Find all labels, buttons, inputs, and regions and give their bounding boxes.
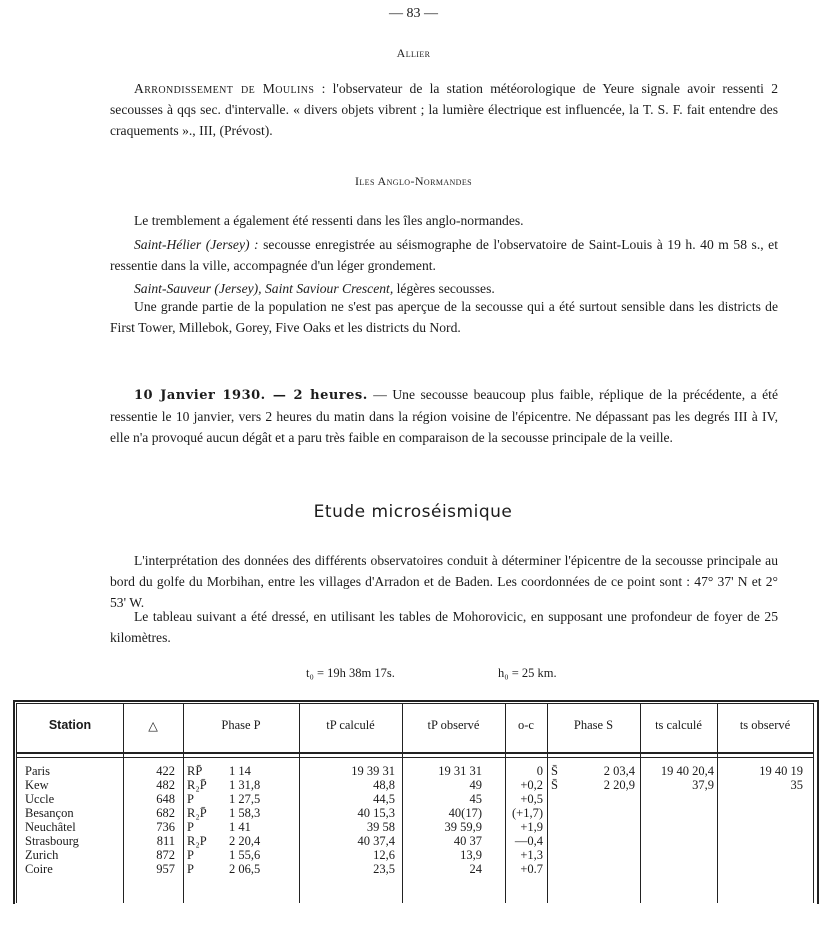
place-sauveur: Saint-Sauveur (Jersey), Saint Saviour Crescent, bbox=[134, 281, 394, 296]
event-date: 10 Janvier 1930. — 2 heures. bbox=[134, 388, 368, 403]
cell-s-phase: S̄ bbox=[551, 778, 558, 792]
section-title-microseismique: Etude microséismique bbox=[313, 502, 513, 522]
cell-station: Uccle bbox=[25, 792, 55, 806]
header-phase-p: Phase P bbox=[221, 718, 261, 732]
cell-phase: RP̄ bbox=[187, 764, 203, 778]
section-heading-iles: Iles Anglo-Normandes bbox=[355, 174, 472, 188]
header-tp-obs: tP observé bbox=[427, 718, 480, 732]
column-divider bbox=[547, 704, 548, 903]
column-divider bbox=[183, 704, 184, 903]
paragraph-iles-intro bbox=[110, 210, 778, 231]
cell-station: Kew bbox=[25, 778, 49, 792]
cell-station: Paris bbox=[25, 764, 50, 778]
paragraph-moulins bbox=[110, 78, 778, 141]
cell-delta: 422 bbox=[156, 764, 175, 778]
cell-phase: R₂P̄ bbox=[187, 778, 207, 792]
cell-oc: +0,2 bbox=[520, 778, 543, 792]
paragraph-population bbox=[110, 296, 778, 338]
header-tp-calc: tP calculé bbox=[326, 718, 375, 732]
cell-tp-calc: 40 15,3 bbox=[357, 806, 395, 820]
paragraph-tableau bbox=[110, 606, 778, 648]
cell-p-time: 2 06,5 bbox=[229, 862, 261, 876]
paragraph-text: : l'observateur de la station météorologique de Yeure signale avoir ressenti 2 secousses à qqs sec. d'intervalle. « divers objets vibrent ; la lumière électrique est influencée, la T. S. F. fait entendre des craquements »., III, (Prévost). bbox=[110, 81, 779, 138]
cell-oc: +0,5 bbox=[520, 792, 543, 806]
cell-phase: R₂P̄ bbox=[187, 806, 207, 820]
header-delta: △ bbox=[148, 719, 158, 733]
cell-ts-obs: 19 40 19 bbox=[759, 764, 803, 778]
cell-oc: —0,4 bbox=[514, 834, 543, 848]
helier-text: secousse enregistrée au séismographe de l'observatoire de Saint-Louis à 19 h. 40 m 58 s., et ressentie dans la ville, accompagnée d'un léger grondement. bbox=[110, 237, 778, 273]
header-ts-calc: ts calculé bbox=[655, 718, 702, 732]
cell-tp-obs: 24 bbox=[469, 862, 482, 876]
cell-tp-calc: 40 37,4 bbox=[357, 834, 395, 848]
cell-p-time: 1 27,5 bbox=[229, 792, 261, 806]
cell-phase: P bbox=[187, 820, 194, 834]
cell-tp-obs: 45 bbox=[469, 792, 482, 806]
header-ts-obs: ts observé bbox=[739, 718, 791, 732]
cell-tp-obs: 40 37 bbox=[453, 834, 482, 848]
cell-delta: 736 bbox=[156, 820, 175, 834]
cell-phase: P bbox=[187, 792, 194, 806]
cell-tp-calc: 39 58 bbox=[366, 820, 395, 834]
cell-phase: P bbox=[187, 862, 194, 876]
cell-p-time: 1 14 bbox=[229, 764, 251, 778]
cell-phase: R₂P bbox=[187, 834, 207, 848]
column-divider bbox=[717, 704, 718, 903]
header-rule-thin bbox=[17, 757, 813, 758]
cell-oc: 0 bbox=[536, 764, 543, 778]
cell-tp-calc: 12,6 bbox=[373, 848, 395, 862]
focal-depth: h₀ = 25 km. bbox=[498, 666, 557, 680]
event-text: — Une secousse beaucoup plus faible, réplique de la précédente, a été ressentie le 10 janvier, vers 2 heures du matin dans la région voisine de l'épicentre. Ne dépassant pas les degrés III à IV, elle n'a provoqué aucun dégât et a paru très faible en comparaison de la secousse principale de la veille. bbox=[110, 387, 778, 445]
section-heading-allier: Allier bbox=[396, 46, 431, 60]
cell-station: Coire bbox=[25, 862, 53, 876]
cell-tp-obs: 19 31 31 bbox=[438, 764, 482, 778]
table-inner bbox=[16, 703, 814, 903]
cell-p-time: 1 31,8 bbox=[229, 778, 261, 792]
cell-p-time: 1 55,6 bbox=[229, 848, 261, 862]
cell-delta: 811 bbox=[156, 834, 175, 848]
header-rule bbox=[17, 752, 813, 754]
tableau-text: Le tableau suivant a été dressé, en utilisant les tables de Mohorovicic, en supposant une profondeur de foyer de 25 kilomètres. bbox=[110, 609, 778, 645]
intro-text: Le tremblement a également été ressenti dans les îles anglo-normandes. bbox=[134, 213, 524, 228]
cell-p-time: 2 20,4 bbox=[229, 834, 261, 848]
cell-delta: 957 bbox=[156, 862, 175, 876]
paragraph-interpretation bbox=[110, 550, 778, 613]
cell-s-time: 2 03,4 bbox=[603, 764, 635, 778]
cell-delta: 648 bbox=[156, 792, 175, 806]
cell-delta: 682 bbox=[156, 806, 175, 820]
page-number: — 83 — bbox=[389, 6, 438, 21]
cell-delta: 482 bbox=[156, 778, 175, 792]
origin-time: t₀ = 19h 38m 17s. bbox=[306, 666, 395, 680]
paragraph-helier bbox=[110, 234, 778, 276]
paragraph-10-janvier bbox=[110, 384, 778, 448]
cell-oc: +1,9 bbox=[520, 820, 543, 834]
cell-ts-calc: 37,9 bbox=[692, 778, 714, 792]
column-divider bbox=[640, 704, 641, 903]
cell-station: Zurich bbox=[25, 848, 59, 862]
cell-tp-obs: 49 bbox=[469, 778, 482, 792]
population-text: Une grande partie de la population ne s'est pas aperçue de la secousse qui a été surtout sensible dans les districts de First Tower, Millebok, Gorey, Five Oaks et les districts du Nord. bbox=[110, 299, 778, 335]
sauveur-text: légères secousses. bbox=[393, 281, 495, 296]
cell-oc: (+1,7) bbox=[512, 806, 543, 820]
header-station: Station bbox=[48, 718, 92, 732]
cell-delta: 872 bbox=[156, 848, 175, 862]
cell-tp-obs: 40(17) bbox=[448, 806, 482, 820]
cell-phase: P bbox=[187, 848, 194, 862]
cell-ts-obs: 35 bbox=[790, 778, 803, 792]
cell-oc: +0.7 bbox=[520, 862, 543, 876]
cell-tp-calc: 48,8 bbox=[373, 778, 395, 792]
cell-station: Strasbourg bbox=[25, 834, 79, 848]
cell-ts-calc: 19 40 20,4 bbox=[660, 764, 714, 778]
cell-oc: +1,3 bbox=[520, 848, 543, 862]
cell-tp-calc: 44,5 bbox=[373, 792, 395, 806]
seismic-table bbox=[13, 700, 819, 906]
header-oc: o-c bbox=[518, 718, 534, 732]
cell-tp-obs: 13,9 bbox=[460, 848, 482, 862]
cell-s-time: 2 20,9 bbox=[603, 778, 635, 792]
header-phase-s: Phase S bbox=[573, 718, 614, 732]
place-helier: Saint-Hélier (Jersey) : bbox=[134, 237, 259, 252]
cell-tp-calc: 19 39 31 bbox=[351, 764, 395, 778]
cell-s-phase: S̄ bbox=[551, 764, 558, 778]
interpretation-text: L'interprétation des données des différents observatoires conduit à déterminer l'épicentre de la secousse principale au bord du golfe du Morbihan, entre les villages d'Arradon et de Baden. Les coordonnées de ce point sont : 47° 37' N et 2° 53' W. bbox=[110, 553, 778, 610]
cell-tp-calc: 23,5 bbox=[373, 862, 395, 876]
cell-tp-obs: 39 59,9 bbox=[444, 820, 482, 834]
cell-p-time: 1 41 bbox=[229, 820, 251, 834]
cell-p-time: 1 58,3 bbox=[229, 806, 261, 820]
cell-station: Besançon bbox=[25, 806, 74, 820]
cell-station: Neuchâtel bbox=[25, 820, 76, 834]
paragraph-lead: Arrondissement de Moulins bbox=[134, 81, 315, 96]
